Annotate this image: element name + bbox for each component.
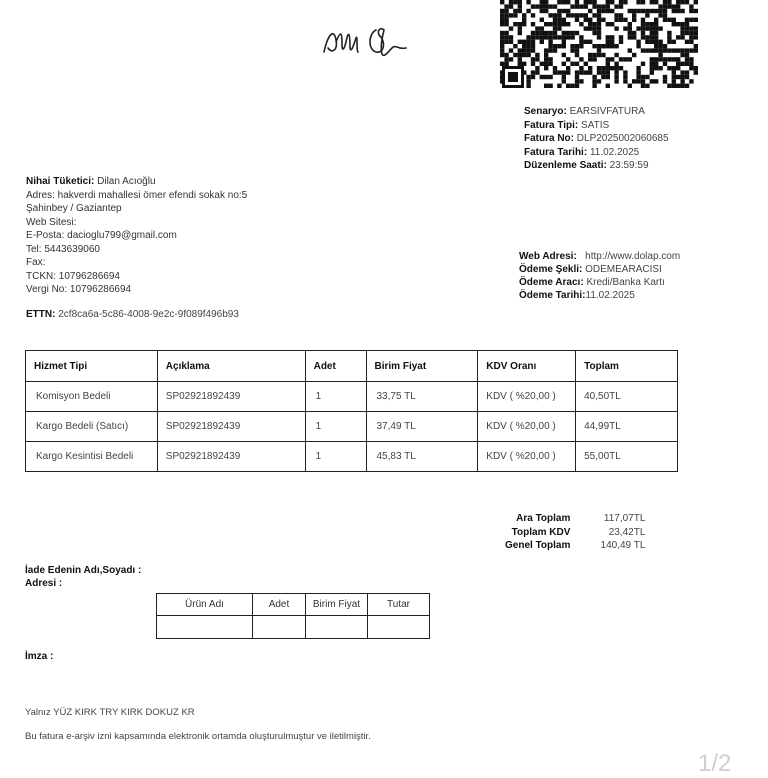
consumer-fax: Fax:	[26, 257, 46, 268]
invoice-meta	[524, 105, 669, 173]
grand-total-row	[505, 539, 645, 553]
table-row	[26, 442, 678, 472]
totals-block	[505, 512, 645, 553]
payment-tool-value: Kredi/Banka Kartı	[586, 277, 665, 288]
vat-total-label: Toplam KDV	[511, 526, 571, 538]
table-cell: 37,49 TL	[366, 412, 478, 442]
consumer-email: E-Posta: dacioglu799@gmail.com	[26, 230, 177, 241]
einvoice-info-text: Bu fatura e-arşiv izni kapsamında elektronik ortamda oluşturulmuştur ve iletilmiştir.	[25, 731, 371, 742]
qr-code	[500, 0, 698, 88]
fatura-tipi-value: SATIS	[581, 119, 610, 131]
fatura-no-label: Fatura No:	[524, 133, 574, 144]
consumer-address-line1: Adres: hakverdi mahallesi ömer efendi sokak no:5	[26, 189, 248, 201]
senaryo-value: EARSIVFATURA	[569, 106, 645, 117]
table-cell: 55,00TL	[576, 442, 678, 472]
return-items-table	[156, 593, 430, 639]
ettn-label: ETTN:	[26, 309, 56, 320]
return-table-header: Ürün Adı	[157, 594, 253, 616]
table-header: Hizmet Tipi	[26, 351, 158, 382]
signature	[318, 14, 410, 64]
table-header-row	[26, 351, 678, 382]
table-header: Açıklama	[157, 351, 305, 382]
consumer-vergi-no: Vergi No: 10796286694	[26, 284, 132, 295]
table-cell: 40,50TL	[576, 382, 678, 412]
return-name-label: İade Edenin Adı,Soyadı :	[25, 565, 142, 576]
return-table-header: Tutar	[368, 594, 430, 616]
grand-total-label: Genel Toplam	[505, 540, 571, 551]
table-cell: 45,83 TL	[366, 442, 478, 472]
vat-total-value: 23,42TL	[608, 526, 646, 538]
payment-method-value: ODEMEARACISI	[585, 264, 662, 275]
table-row	[26, 382, 678, 412]
subtotal-row	[505, 512, 645, 526]
table-cell: SP02921892439	[157, 382, 305, 412]
table-header: Adet	[305, 351, 366, 382]
return-table-header: Birim Fiyat	[306, 594, 368, 616]
amount-in-words: Yalnız YÜZ KIRK TRY KIRK DOKUZ KR	[25, 707, 195, 718]
payment-info	[519, 250, 680, 302]
web-address-value: http://www.dolap.com	[585, 251, 681, 262]
signature-label: İmza :	[25, 651, 54, 662]
return-address-label: Adresi :	[25, 578, 63, 589]
ettn	[26, 309, 239, 320]
payment-tool-label: Ödeme Aracı:	[519, 277, 584, 288]
table-cell: SP02921892439	[157, 442, 305, 472]
table-row	[26, 412, 678, 442]
invoice-items-table	[25, 350, 678, 472]
consumer-title-label: Nihai Tüketici:	[26, 176, 95, 187]
return-table-header-row	[157, 594, 430, 616]
table-cell: 33,75 TL	[366, 382, 478, 412]
table-cell: 44,99TL	[576, 412, 678, 442]
fatura-tipi-label: Fatura Tipi:	[524, 119, 579, 131]
ettn-value: 2cf8ca6a-5c86-4008-9e2c-9f089f496b93	[58, 309, 239, 320]
return-table-cell	[157, 616, 253, 639]
payment-method-label: Ödeme Şekli:	[519, 264, 583, 275]
table-cell: Kargo Bedeli (Satıcı)	[26, 412, 158, 442]
table-cell: Komisyon Bedeli	[26, 382, 158, 412]
return-table-cell	[368, 616, 430, 639]
duzenleme-saati-value: 23:59:59	[609, 160, 649, 171]
table-header: Toplam	[576, 351, 678, 382]
consumer-name: Dilan Acıoğlu	[97, 176, 156, 187]
fatura-tarihi-value: 11.02.2025	[589, 146, 640, 158]
table-header: KDV Oranı	[478, 351, 576, 382]
consumer-info	[26, 175, 346, 297]
table-cell: KDV ( %20,00 )	[478, 382, 576, 412]
senaryo-label: Senaryo:	[524, 106, 567, 117]
table-cell: 1	[305, 382, 366, 412]
fatura-no-value: DLP2025002060685	[576, 133, 669, 144]
payment-date-value: 11.02.2025	[585, 290, 635, 301]
payment-date-label: Ödeme Tarihi:	[519, 290, 586, 301]
subtotal-value: 117,07TL	[603, 513, 646, 524]
return-table-header: Adet	[253, 594, 306, 616]
table-cell: 1	[305, 442, 366, 472]
consumer-phone: Tel: 5443639060	[26, 243, 100, 255]
consumer-website: Web Sitesi:	[26, 216, 77, 228]
fatura-tarihi-label: Fatura Tarihi:	[524, 146, 588, 158]
return-table-row	[157, 616, 430, 639]
return-table-cell	[253, 616, 306, 639]
table-cell: Kargo Kesintisi Bedeli	[26, 442, 158, 472]
table-cell: KDV ( %20,00 )	[478, 412, 576, 442]
return-table-cell	[306, 616, 368, 639]
subtotal-label: Ara Toplam	[516, 513, 571, 524]
consumer-address-line2: Şahinbey / Gaziantep	[26, 203, 122, 214]
table-cell: KDV ( %20,00 )	[478, 442, 576, 472]
vat-total-row	[505, 526, 645, 540]
page-number: 1/2	[698, 750, 732, 777]
consumer-tckn: TCKN: 10796286694	[26, 270, 120, 282]
grand-total-value: 140,49 TL	[600, 540, 646, 551]
table-cell: SP02921892439	[157, 412, 305, 442]
web-address-label: Web Adresi:	[519, 251, 577, 262]
duzenleme-saati-label: Düzenleme Saati:	[524, 160, 607, 171]
table-cell: 1	[305, 412, 366, 442]
table-header: Birim Fiyat	[366, 351, 478, 382]
